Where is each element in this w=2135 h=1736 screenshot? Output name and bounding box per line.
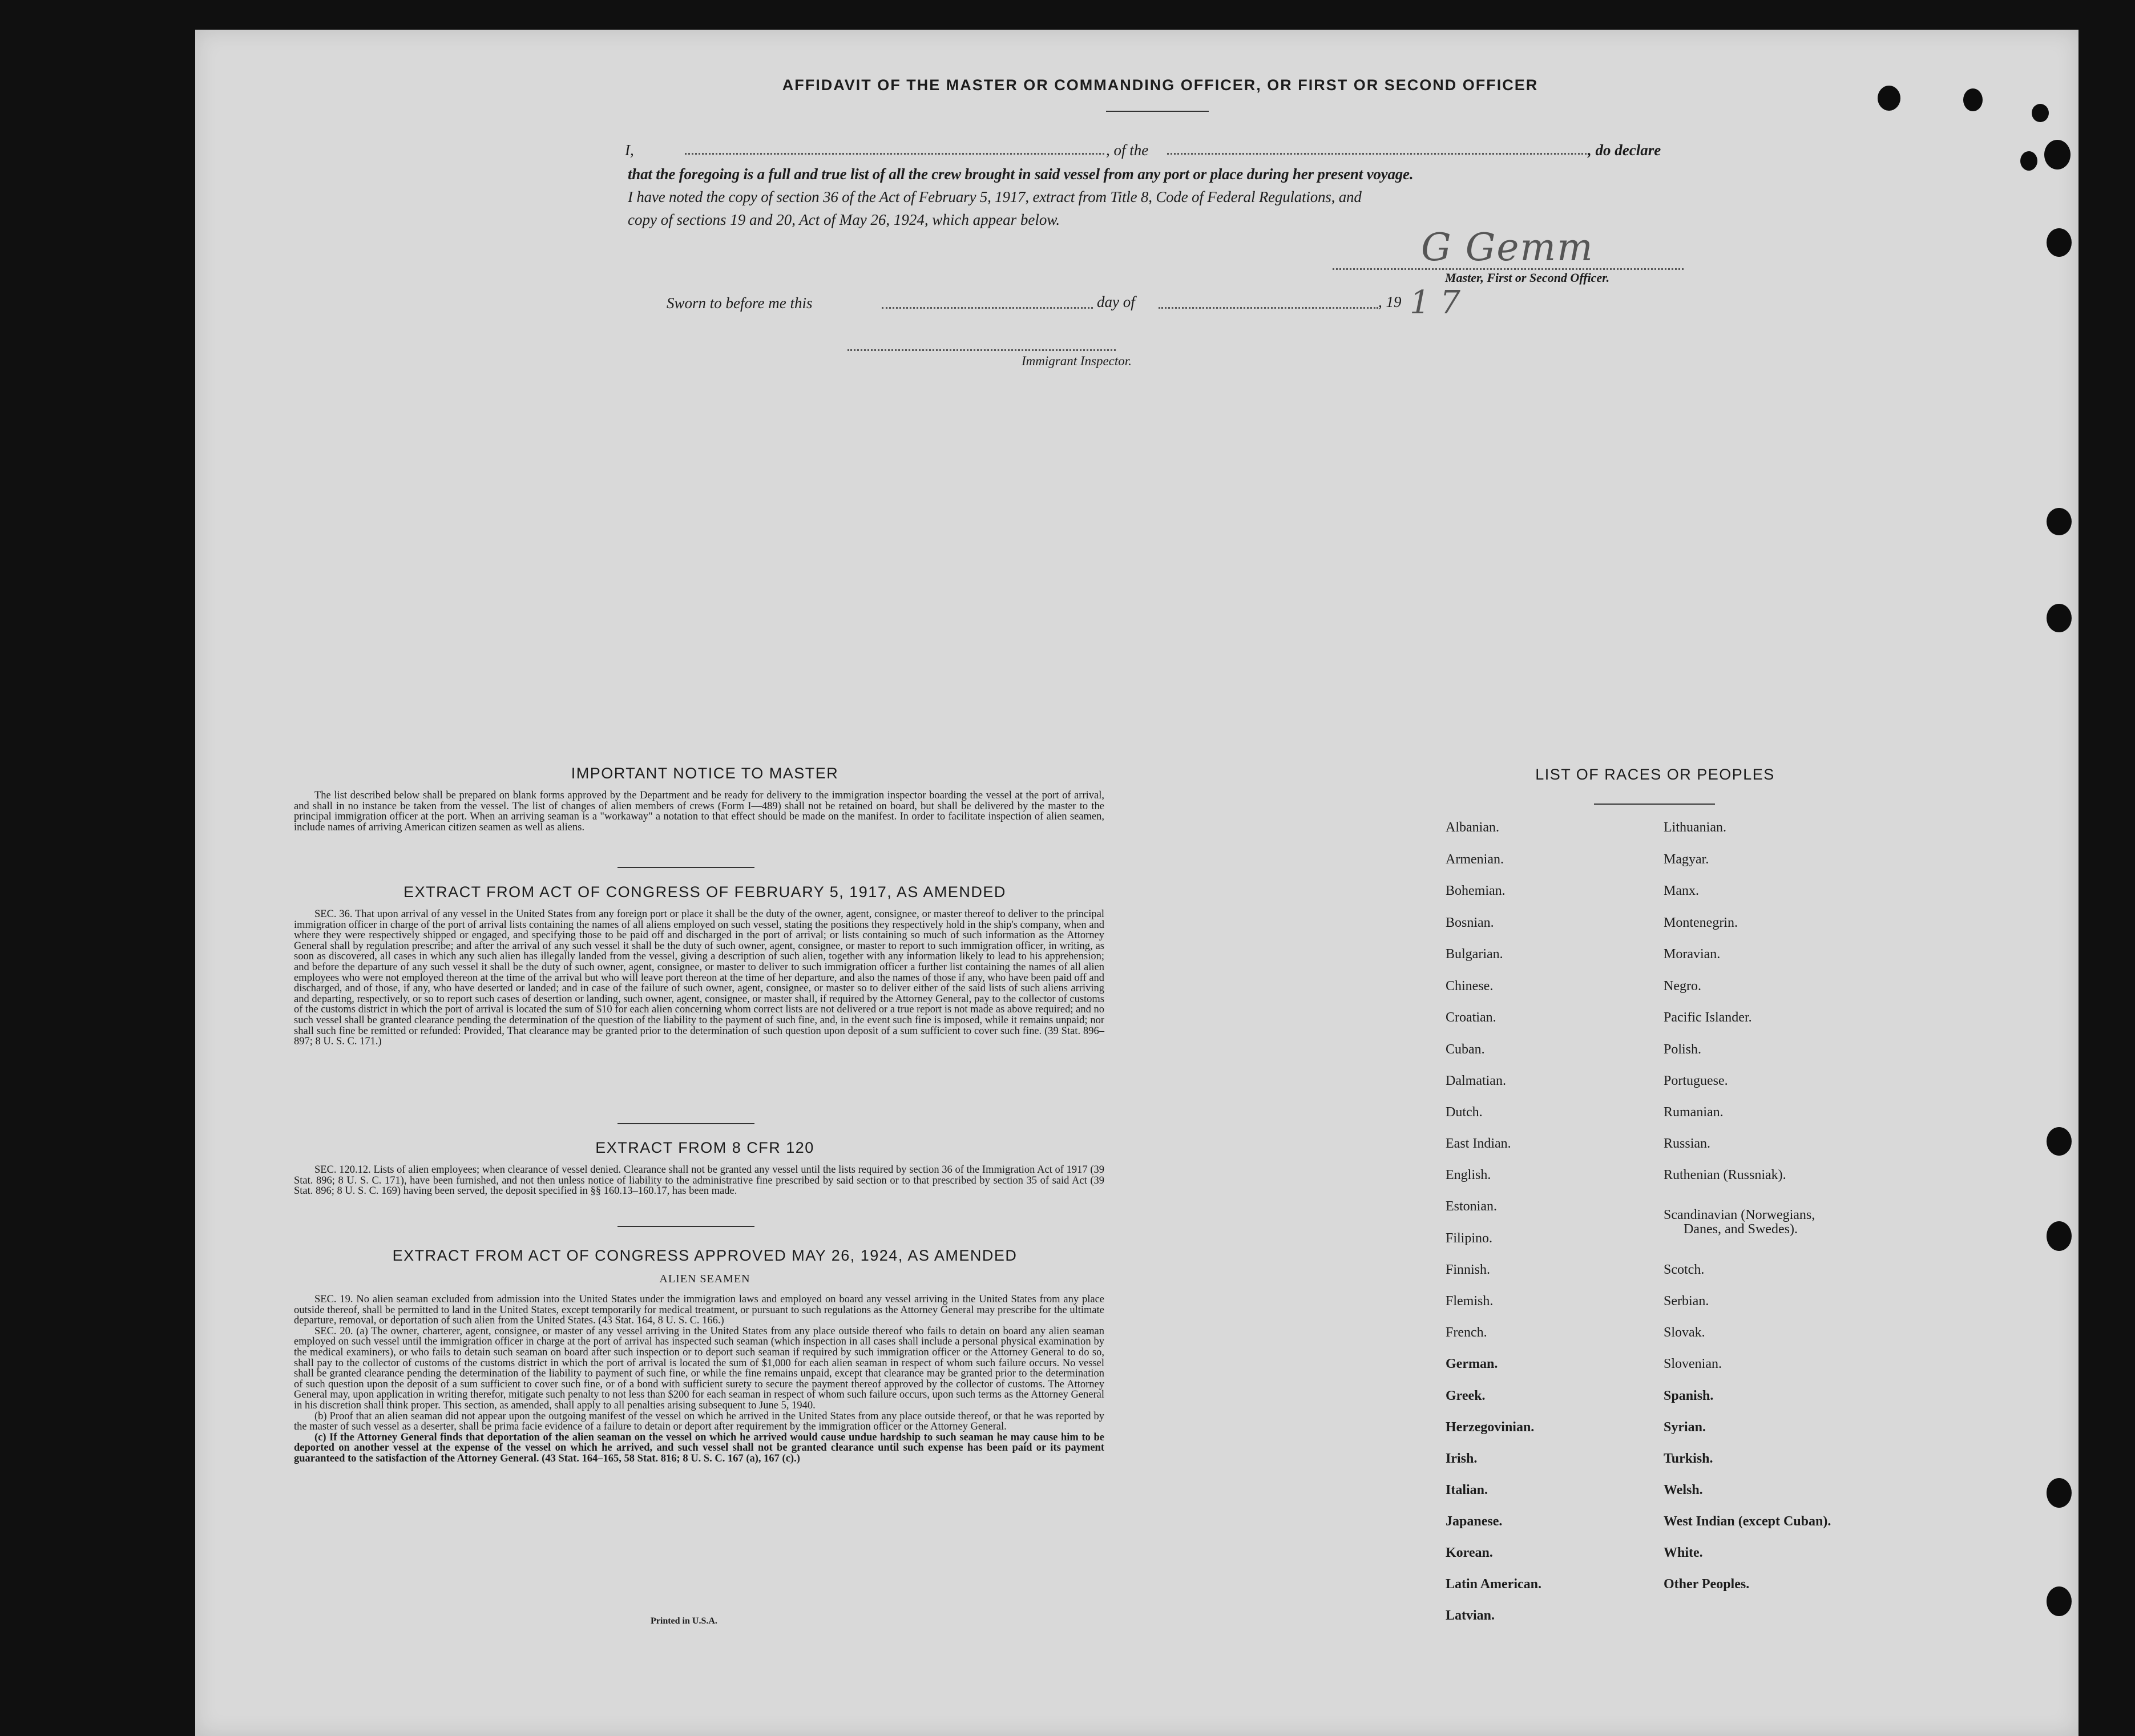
extract-1924-title: EXTRACT FROM ACT OF CONGRESS APPROVED MAY 26, 1924, AS AMENDED	[392, 1247, 1018, 1264]
extract-1917-title: EXTRACT FROM ACT OF CONGRESS OF FEBRUARY 5, 1917, AS AMENDED	[403, 883, 1006, 901]
race-item: Scotch.	[1664, 1262, 1705, 1277]
races-rule	[1594, 804, 1715, 805]
race-item: Turkish.	[1664, 1451, 1713, 1466]
handwritten-year: 1 7	[1410, 284, 1461, 321]
sec20c-paragraph: (c) If the Attorney General finds that deportation of the alien seaman on the vessel on which he arrived would cause undue hardship to such seaman he may cause him to be deported on another vessel at the expense of the vessel on which he arrived, and such vessel shall not be granted clearance until such expense has been paid or its payment guaranteed to the satisfaction of the Attorney General. (43 Stat. 164–165, 58 Stat. 816; 8 U. S. C. 167 (a), 167 (c).)	[294, 1431, 1104, 1464]
race-item: Bohemian.	[1446, 883, 1506, 898]
race-item: Herzegovinian.	[1446, 1420, 1535, 1435]
race-item: Manx.	[1664, 883, 1699, 898]
officer-signature: G Gemm	[1421, 225, 1594, 269]
punch-hole	[2047, 604, 2072, 632]
race-item: Flemish.	[1446, 1294, 1494, 1309]
race-item: Filipino.	[1446, 1231, 1493, 1246]
race-item: Ruthenian (Russniak).	[1664, 1168, 1786, 1182]
punch-hole	[2047, 228, 2072, 257]
punch-hole	[2020, 151, 2037, 171]
punch-hole	[2047, 1127, 2072, 1156]
race-item: Negro.	[1664, 979, 1701, 994]
race-item: Estonian.	[1446, 1199, 1497, 1214]
race-item: Syrian.	[1664, 1420, 1706, 1435]
race-item: Armenian.	[1446, 852, 1504, 867]
section-rule	[618, 867, 754, 868]
printed-in-usa: Printed in U.S.A.	[651, 1616, 717, 1626]
affidavit-title: AFFIDAVIT OF THE MASTER OR COMMANDING OFFICER, OR FIRST OR SECOND OFFICER	[782, 76, 1539, 94]
race-item: Danes, and Swedes).	[1684, 1222, 1798, 1237]
notice-body	[294, 790, 1104, 833]
punch-hole	[1963, 88, 1983, 111]
name-blank	[685, 153, 1104, 155]
race-item: Latvian.	[1446, 1608, 1495, 1623]
signature-caption: Master, First or Second Officer.	[1445, 271, 1610, 285]
notice-paragraph: The list described below shall be prepared on blank forms approved by the Department and be ready for delivery to the immigration inspector boarding the vessel at the port of arrival, and shall in no instance be taken from the vessel. The list of changes of alien members of crews (Form I—489) shall not be retained on board, but shall be delivered by the master to the principal immigration officer at the port. When an arriving seaman is a "workaway" a notation to that effect should be made on the manifest. In order to facilitate inspection of alien seamen, include names of arriving American citizen seamen as well as aliens.	[294, 790, 1104, 833]
race-item: Finnish.	[1446, 1262, 1491, 1277]
extract-cfr-title: EXTRACT FROM 8 CFR 120	[595, 1139, 814, 1156]
sworn-month-blank	[1159, 307, 1378, 309]
punch-hole	[2044, 140, 2071, 169]
extract-1917-body	[294, 909, 1104, 1047]
extract-cfr-body	[294, 1165, 1104, 1197]
race-item: Cuban.	[1446, 1042, 1485, 1057]
race-item: White.	[1664, 1545, 1703, 1560]
affidavit-of-the: , of the	[1106, 142, 1149, 159]
race-item: Albanian.	[1446, 820, 1499, 835]
race-item: Greek.	[1446, 1388, 1486, 1403]
race-item: Dutch.	[1446, 1105, 1483, 1120]
sec19-paragraph: SEC. 19. No alien seaman excluded from admission into the United States under the immigration laws and employed on board any vessel arriving in the United States from any place outside thereof, shall be permitted to land in the United States, except temporarily for medical treatment, or pursuant to such regulations as the Attorney General may prescribe for the ultimate departure, removal, or deportation of such alien from the United States. (43 Stat. 164, 8 U. S. C. 166.)	[294, 1294, 1104, 1327]
title-rule	[1106, 111, 1209, 112]
race-item: Moravian.	[1664, 947, 1721, 962]
races-title: LIST OF RACES OR PEOPLES	[1535, 766, 1775, 783]
race-item: West Indian (except Cuban).	[1664, 1514, 1831, 1529]
race-item: Portuguese.	[1664, 1073, 1728, 1088]
punch-hole	[1878, 86, 1900, 111]
race-item: Montenegrin.	[1664, 915, 1738, 930]
race-item: Chinese.	[1446, 979, 1494, 994]
race-item: Other Peoples.	[1664, 1577, 1750, 1592]
affidavit-i: I,	[625, 142, 634, 159]
race-item: Welsh.	[1664, 1483, 1703, 1497]
inspector-line	[847, 349, 1116, 351]
affidavit-declare: , do declare	[1588, 142, 1661, 159]
sworn-day-blank	[882, 307, 1093, 309]
section-rule	[618, 1226, 754, 1227]
race-item: East Indian.	[1446, 1136, 1511, 1151]
race-item: Russian.	[1664, 1136, 1711, 1151]
notice-title: IMPORTANT NOTICE TO MASTER	[571, 765, 839, 782]
race-item: French.	[1446, 1325, 1487, 1340]
vessel-blank	[1167, 153, 1587, 155]
affidavit-line4: copy of sections 19 and 20, Act of May 26, 1924, which appear below.	[628, 211, 1060, 228]
inspector-caption: Immigrant Inspector.	[1022, 354, 1132, 368]
affidavit-line2: that the foregoing is a full and true list of all the crew brought in said vessel from any port or place during her present voyage.	[628, 165, 1414, 183]
race-item: Irish.	[1446, 1451, 1478, 1466]
race-item: Slovak.	[1664, 1325, 1705, 1340]
sec20a-paragraph: SEC. 20. (a) The owner, charterer, agent, consignee, or master of any vessel arriving in the United States from any place outside thereof who fails to detain on board any alien seaman employed on such vessel until the immigration officer in charge at the port of arrival has inspected such seaman (which inspection in all cases shall include a personal physical examination by the medical examiners), or who fails to detain such seaman on board after such inspection or to deport such seaman if required by such immigration officer or the Attorney General to do so, shall pay to the collector of customs of the customs district in which the port of arrival is located the sum of $1,000 for each alien seaman in respect of whom such failure occurs. No vessel shall be granted clearance pending the determination of the liability to payment of such fine, or while the fine remains unpaid, except that clearance may be granted prior to the determination of such question upon the deposit of a sum sufficient to cover such fine, or of a bond with sufficient surety to secure the payment thereof approved by the collector of customs. The Attorney General may, upon application in writing therefor, mitigate such penalty to not less than $200 for each seaman in respect of whom such failure occurs, upon such terms as the Attorney General in his discretion shall think proper. This section, as amended, shall apply to all penalties arising subsequent to June 5, 1940.	[294, 1325, 1104, 1411]
race-item: Japanese.	[1446, 1514, 1503, 1529]
affidavit-line3: I have noted the copy of section 36 of the Act of February 5, 1917, extract from Title 8, Code of Federal Regulations, and	[628, 188, 1362, 205]
race-item: Latin American.	[1446, 1577, 1541, 1592]
extract-1924-body	[294, 1294, 1104, 1464]
punch-hole	[2047, 1221, 2072, 1251]
sec120-paragraph: SEC. 120.12. Lists of alien employees; when clearance of vessel denied. Clearance shall not be granted any vessel until the lists required by section 36 of the Immigration Act of 1917 (39 Stat. 896; 8 U. S. C. 171), have been furnished, and not then unless notice of liability to the administrative fine prescribed by said section or to that prescribed by section 35 of said Act (39 Stat. 896; 8 U. S. C. 169) having been served, the deposit specified in §§ 160.13–160.17, has been made.	[294, 1164, 1104, 1197]
year-prefix: , 19	[1378, 293, 1402, 310]
race-item: English.	[1446, 1168, 1491, 1182]
race-item: Croatian.	[1446, 1010, 1496, 1025]
punch-hole	[2047, 1586, 2072, 1616]
day-of: day of	[1097, 293, 1135, 310]
sworn-text: Sworn to before me this	[667, 294, 813, 312]
race-item: Magyar.	[1664, 852, 1709, 867]
alien-seamen-subtitle: ALIEN SEAMEN	[659, 1273, 750, 1285]
race-item: Dalmatian.	[1446, 1073, 1506, 1088]
document-page	[195, 30, 2079, 1736]
race-item: Rumanian.	[1664, 1105, 1724, 1120]
race-item: German.	[1446, 1356, 1498, 1371]
race-item: Korean.	[1446, 1545, 1493, 1560]
signature-line	[1333, 268, 1684, 270]
race-item: Serbian.	[1664, 1294, 1709, 1309]
race-item: Polish.	[1664, 1042, 1702, 1057]
sec36-paragraph: SEC. 36. That upon arrival of any vessel in the United States from any foreign port or place it shall be the duty of the owner, agent, consignee, or master thereof to deliver to the principal immigration officer in charge of the port of arrival lists containing the names of all aliens employed on such vessel, stating the positions they respectively hold in the ship's company, when and where they were respectively shipped or engaged, and specifying those to be paid off and discharged in the port of arrival; or lists containing so much of such information as the Attorney General shall by regulation prescribe; and after the arrival of any such vessel it shall be the duty of such owner, agent, consignee, or master to report to such immigration officer, in writing, as soon as discovered, all cases in which any such alien has illegally landed from the vessel, giving a description of such alien, together with any information likely to lead to his apprehension; and before the departure of any such vessel it shall be the duty of such owner, agent, consignee, or master to deliver to such immigration officer a further list containing the names of all alien employees who were not employed thereon at the time of the arrival but who will leave port thereon at the time of her departure, and also the names of those if any, who have been paid off and discharged, and of those, if any, who have deserted or landed; and in case of the failure of such owner, agent, consignee, or master so to deliver either of the said lists of such aliens arriving and departing, respectively, or so to report such cases of desertion or landing, such owner, agent, consignee, or master shall, if required by the Attorney General, pay to the collector of customs of the customs district in which the port of arrival is located the sum of $10 for each alien concerning whom correct lists are not delivered or a true report is not made as above required; and no such vessel shall be granted clearance pending the determination of the question of the liability to the payment of such fine, and, in the event such fine is imposed, while it remains unpaid; nor shall such fine be remitted or refunded: Provided, That clearance may be granted prior to the determination of such question upon deposit of a sum sufficient to cover such fine. (39 Stat. 896–897; 8 U. S. C. 171.)	[294, 909, 1104, 1048]
race-item: Pacific Islander.	[1664, 1010, 1752, 1025]
race-item: Spanish.	[1664, 1388, 1714, 1403]
race-item: Scandinavian (Norwegians,	[1664, 1208, 1815, 1222]
punch-hole	[2047, 508, 2072, 535]
punch-hole	[2047, 1478, 2072, 1508]
race-item: Slovenian.	[1664, 1356, 1722, 1371]
race-item: Lithuanian.	[1664, 820, 1726, 835]
section-rule	[618, 1123, 754, 1124]
punch-hole	[2032, 104, 2049, 122]
sec20b-paragraph: (b) Proof that an alien seaman did not appear upon the outgoing manifest of the vessel on which he arrived in the United States from any place outside thereof, or that he was reported by the master of such vessel as a deserter, shall be prima facie evidence of a failure to detain or deport after requirement by the immigration officer or the Attorney General.	[294, 1410, 1104, 1433]
race-item: Italian.	[1446, 1483, 1488, 1497]
race-item: Bulgarian.	[1446, 947, 1503, 962]
race-item: Bosnian.	[1446, 915, 1494, 930]
